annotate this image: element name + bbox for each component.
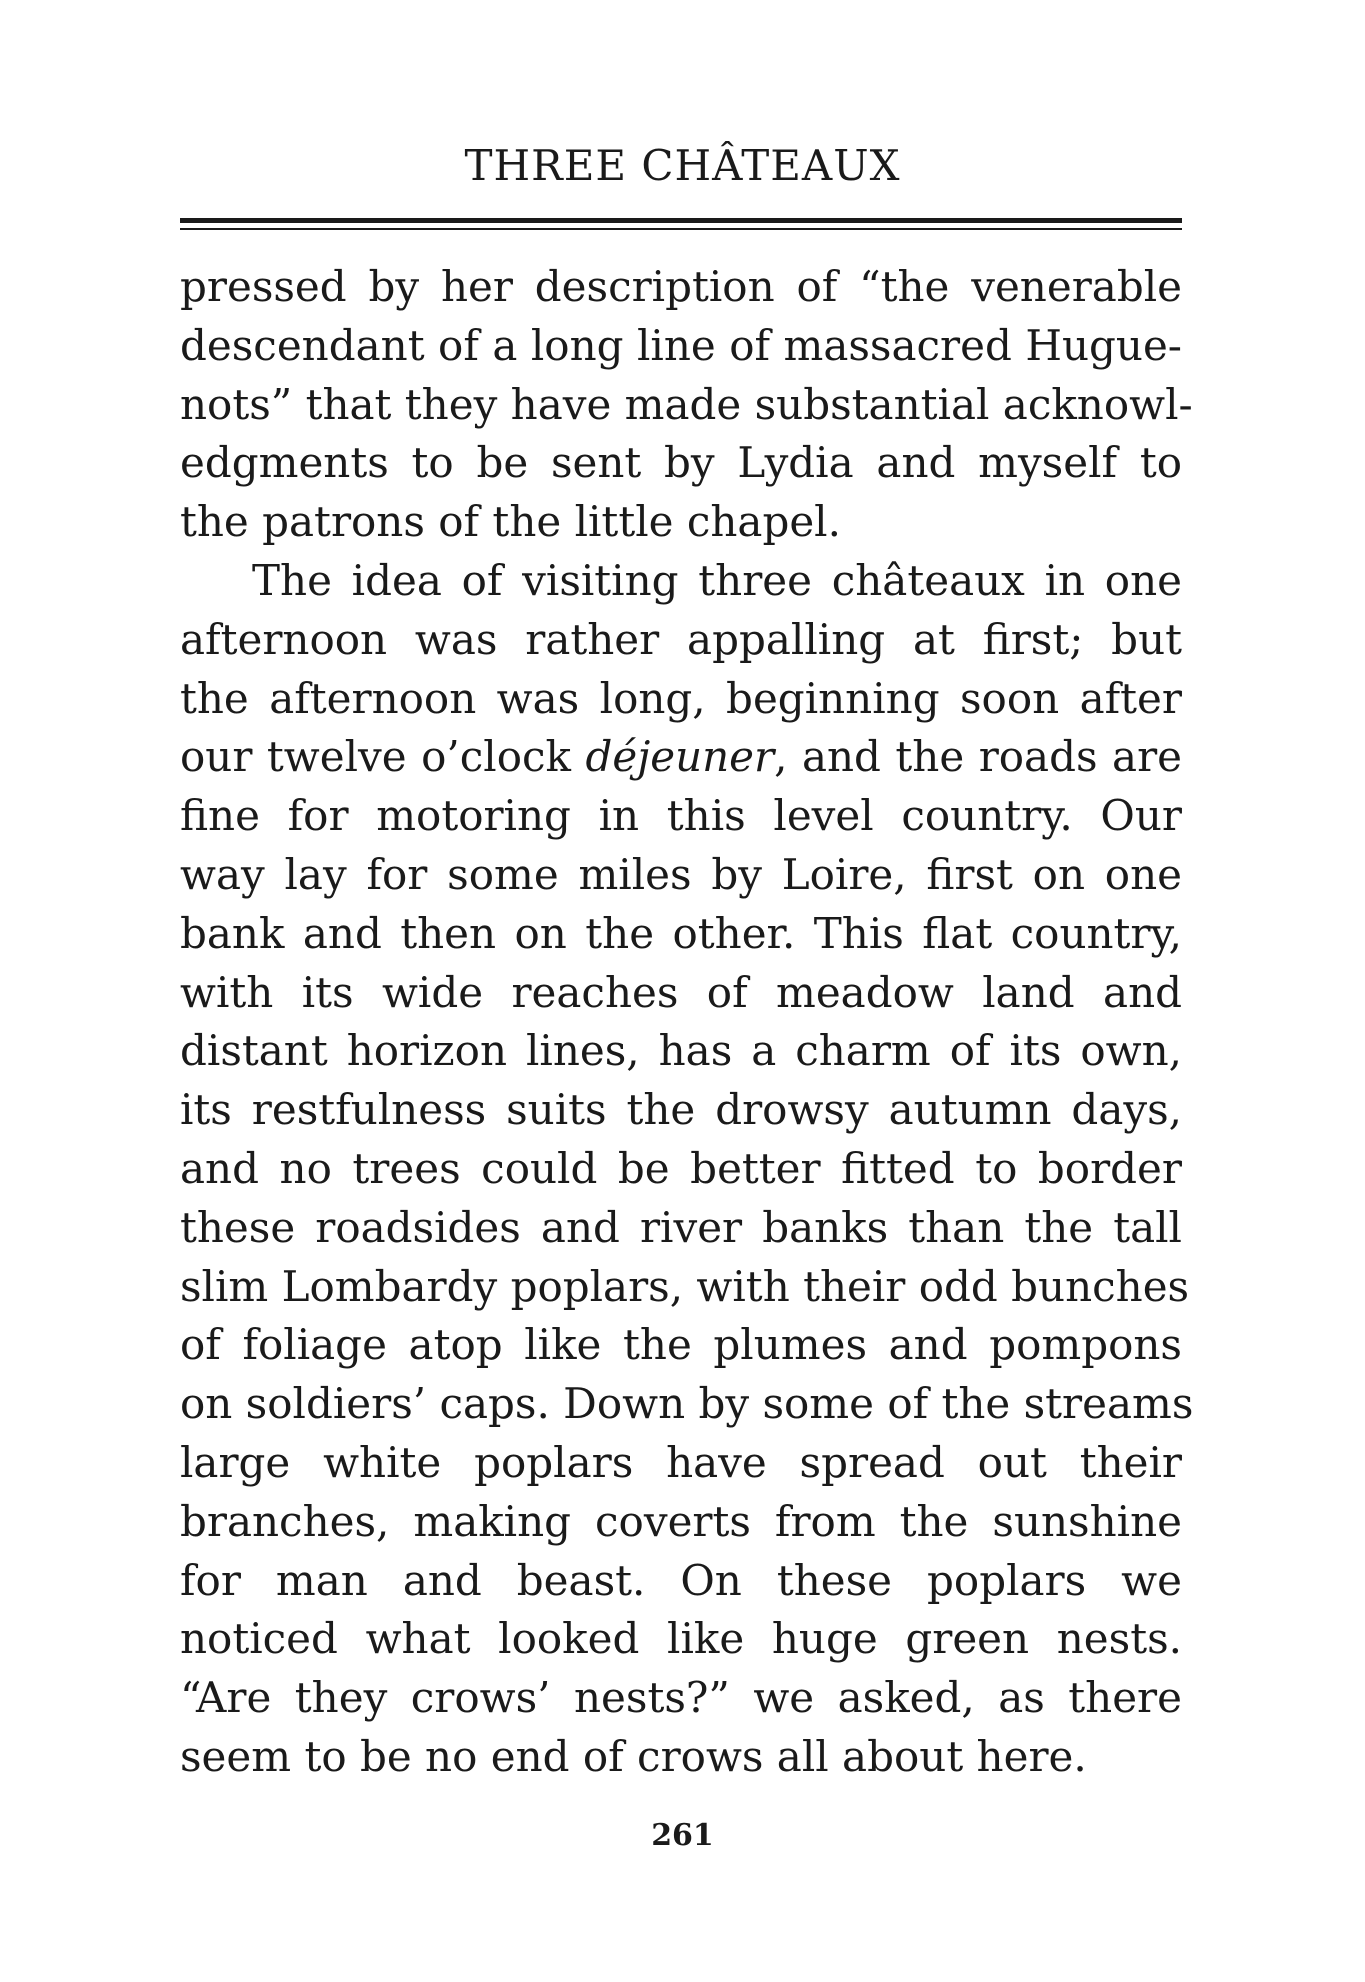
text-line: distant horizon lines, has a charm of its own, — [180, 1026, 1182, 1076]
text-line: seem to be no end of crows all about here. — [180, 1731, 1087, 1781]
text-line: edgments to be sent by Lydia and myself to — [180, 438, 1182, 488]
text-line: large white poplars have spread out their — [180, 1437, 1182, 1487]
header-rule-thick — [180, 218, 1182, 223]
text-line: the patrons of the little chapel. — [180, 497, 841, 547]
text-line: way lay for some miles by Loire, first on one — [180, 849, 1182, 899]
text-line: fine for motoring in this level country. Our — [180, 791, 1182, 841]
header-rule-thin — [180, 228, 1182, 230]
text-line: The idea of visiting three châteaux in one — [252, 555, 1182, 605]
text-line: branches, making coverts from the sunshine — [180, 1496, 1182, 1546]
text-line: nots” that they have made substantial acknowl- — [180, 379, 1193, 429]
body-text — [180, 258, 1194, 1787]
text-line: afternoon was rather appalling at first; but — [180, 614, 1182, 664]
text-line: of foliage atop like the plumes and pompons — [180, 1320, 1182, 1370]
page-number: 261 — [651, 1818, 714, 1853]
text-line: and no trees could be better fitted to border — [180, 1143, 1182, 1193]
text-line: these roadsides and river banks than the tall — [180, 1202, 1182, 1252]
text-line: the afternoon was long, beginning soon after — [180, 673, 1182, 723]
text-line: pressed by her description of “the venerable — [180, 262, 1182, 311]
text-line: our twelve o’clock déjeuner, and the roads are — [180, 732, 1183, 782]
text-line: noticed what looked like huge green nests. — [180, 1614, 1182, 1664]
paragraph-2 — [180, 552, 1194, 1787]
text-line: “Are they crows’ nests?” we asked, as there — [180, 1673, 1182, 1723]
text-line: its restfulness suits the drowsy autumn days, — [180, 1085, 1182, 1135]
text-line: bank and then on the other. This flat country, — [180, 908, 1182, 958]
text-line: for man and beast. On these poplars we — [180, 1555, 1182, 1605]
text-line: descendant of a long line of massacred Hugue- — [180, 320, 1182, 370]
text-line: slim Lombardy poplars, with their odd bunches — [180, 1261, 1190, 1311]
text-line: with its wide reaches of meadow land and — [180, 967, 1182, 1017]
running-head: THREE CHÂTEAUX — [464, 141, 901, 190]
paragraph-1 — [180, 258, 1193, 552]
text-line: on soldiers’ caps. Down by some of the streams — [180, 1379, 1194, 1429]
